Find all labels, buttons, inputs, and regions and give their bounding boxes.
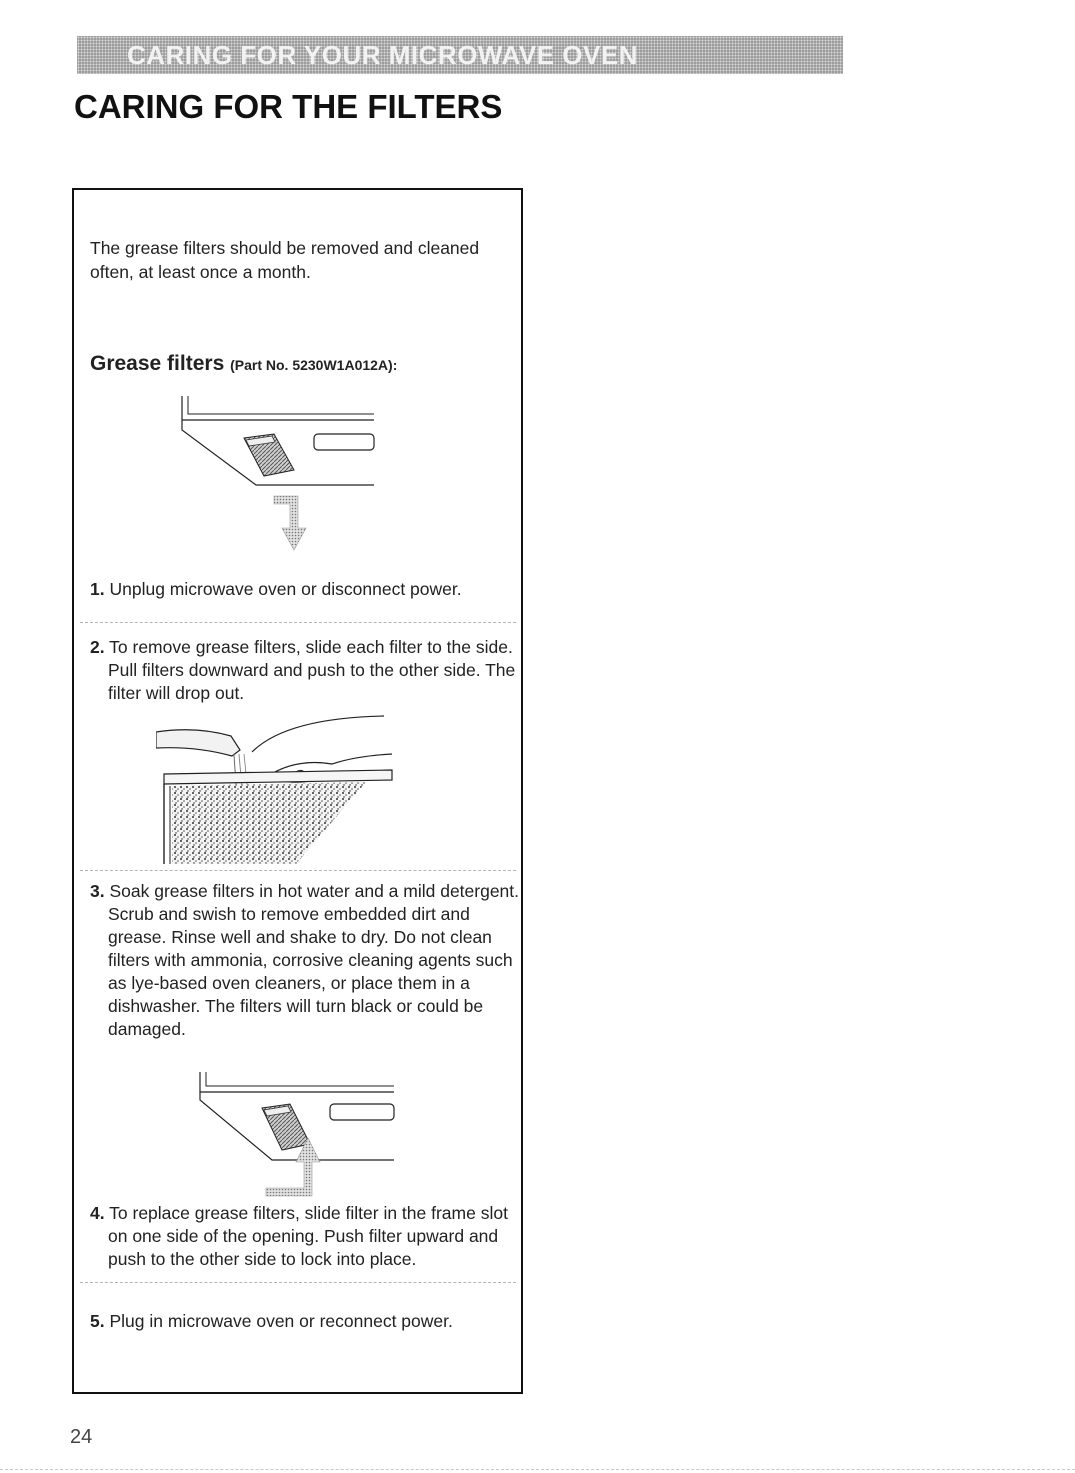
section-banner xyxy=(77,36,843,74)
grease-filters-title: Grease filters xyxy=(90,352,225,375)
filter-care-panel xyxy=(72,188,523,1394)
page-title: CARING FOR THE FILTERS xyxy=(74,88,503,125)
step-4 xyxy=(90,1202,532,1271)
step-1-number: 1. xyxy=(90,579,105,599)
step-3 xyxy=(90,880,532,1041)
step-3-text: Soak grease filters in hot water and a mild detergent. Scrub and swish to remove embedded dirt and grease. Rinse well and shake to dry. Do not clean filters with ammonia, corrosive cleaning agents such as lye-based oven cleaners, or place them in a dishwasher. The filters will turn black or could be damaged. xyxy=(108,881,520,1039)
step-1 xyxy=(90,578,532,601)
step-1-text: Unplug microwave oven or disconnect power. xyxy=(109,579,462,599)
filter-replacement-illustration xyxy=(194,1068,404,1198)
intro-text: The grease filters should be removed and cleaned often, at least once a month. xyxy=(90,238,480,282)
step-divider xyxy=(80,870,516,871)
step-5-text: Plug in microwave oven or reconnect power. xyxy=(109,1311,453,1331)
step-5 xyxy=(90,1310,532,1333)
section-banner-text: CARING FOR YOUR MICROWAVE OVEN xyxy=(127,40,638,70)
grease-filters-heading xyxy=(90,352,397,376)
step-5-number: 5. xyxy=(90,1311,105,1331)
step-3-number: 3. xyxy=(90,881,105,901)
filter-removal-illustration xyxy=(174,390,384,555)
step-4-text: To replace grease filters, slide filter in the frame slot on one side of the opening. Push filter upward and push to the other side to lock into place. xyxy=(108,1203,508,1269)
step-2 xyxy=(90,636,532,705)
step-divider xyxy=(80,622,516,623)
step-2-number: 2. xyxy=(90,637,105,657)
step-2-text: To remove grease filters, slide each filter to the side. Pull filters downward and push to the other side. The filter will drop out. xyxy=(108,637,516,703)
step-divider xyxy=(80,1282,516,1283)
filter-washing-illustration xyxy=(156,714,416,864)
page-bottom-rule xyxy=(0,1469,1075,1470)
page-number: 24 xyxy=(70,1426,93,1448)
part-number: (Part No. 5230W1A012A): xyxy=(230,357,398,373)
step-4-number: 4. xyxy=(90,1203,105,1223)
